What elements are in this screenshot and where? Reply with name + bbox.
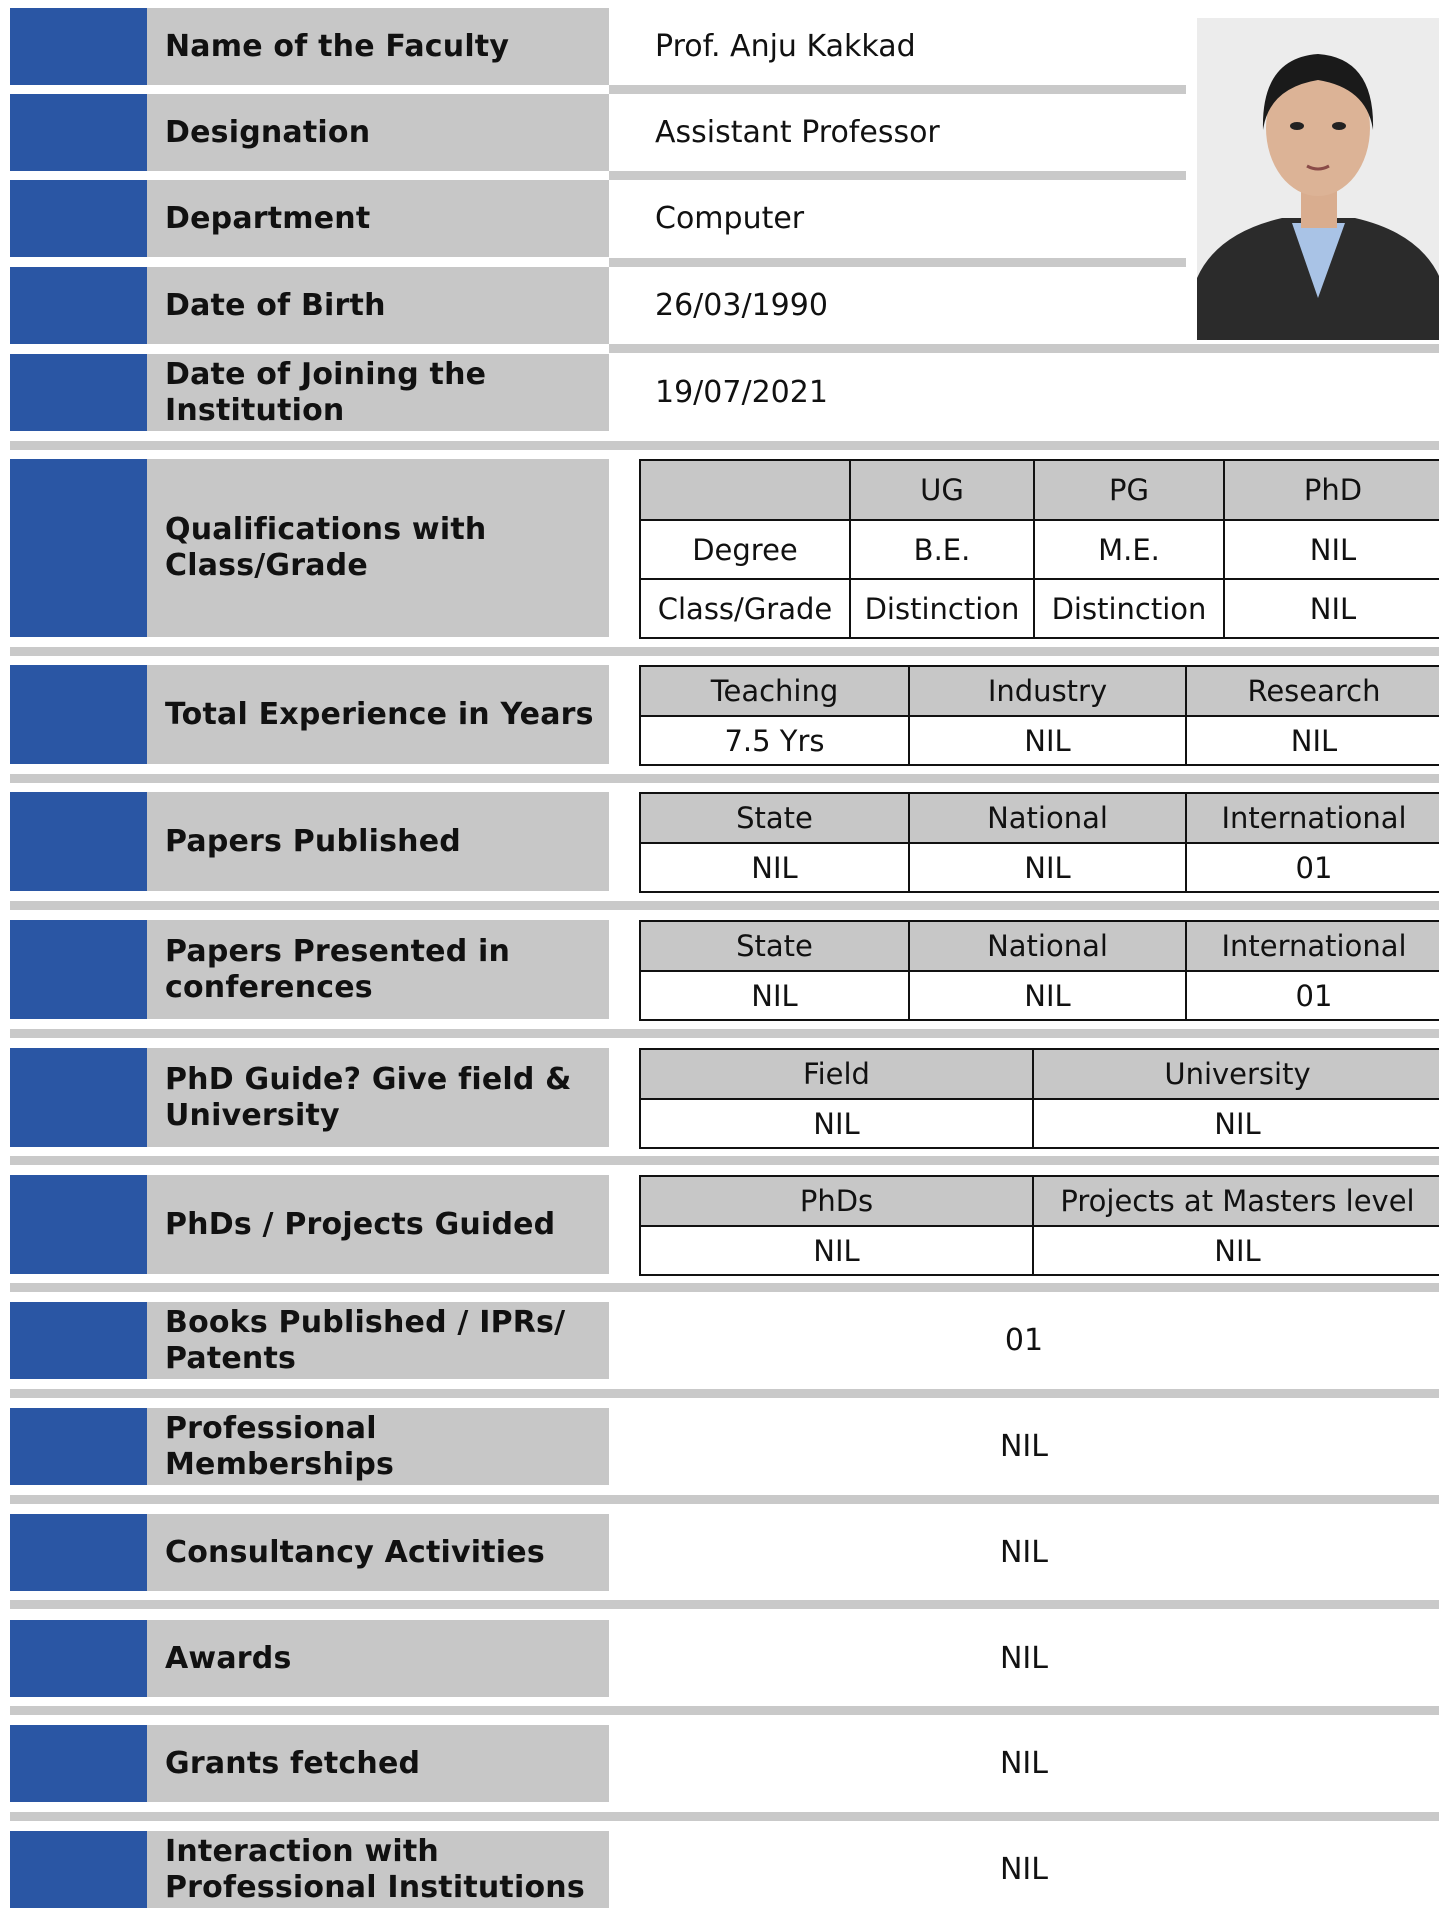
separator [609,171,1186,180]
row-marker [10,920,147,1019]
grants-value: NIL [999,1746,1048,1781]
row-marker [10,354,147,431]
table-header-cell: UG [850,460,1034,520]
row-marker [10,1725,147,1802]
table-header-cell: University [1033,1049,1439,1099]
memberships-label: Professional Memberships [147,1408,609,1485]
table-cell: NIL [640,1226,1033,1275]
awards-label: Awards [147,1620,609,1697]
row-marker [10,459,147,637]
row-marker [10,267,147,344]
row-marker [10,1048,147,1147]
faculty-photo [1197,18,1439,340]
separator [10,647,1439,656]
dob-label: Date of Birth [147,267,609,344]
qualifications-table [639,459,1439,639]
memberships-value: NIL [999,1429,1048,1464]
table-cell: NIL [909,716,1186,765]
table-cell: Distinction [850,579,1034,638]
separator [609,85,1186,94]
consultancy-label: Consultancy Activities [147,1514,609,1591]
separator [10,1156,1439,1165]
table-cell: NIL [909,971,1186,1020]
awards-value: NIL [999,1641,1048,1676]
separator [10,1389,1439,1398]
department-value: Computer [655,201,805,236]
dob-value: 26/03/1990 [655,288,828,323]
separator [10,441,1439,450]
row-marker [10,1620,147,1697]
department-label: Department [147,180,609,257]
papers-published-label: Papers Published [147,792,609,891]
papers-published-table [639,792,1439,893]
doj-label: Date of Joining the Institution [147,354,609,431]
table-header-cell: Research [1186,666,1439,716]
guided-table [639,1175,1439,1276]
designation-label: Designation [147,94,609,171]
interaction-value: NIL [999,1852,1048,1887]
row-marker [10,180,147,257]
table-header-cell: Field [640,1049,1033,1099]
table-header-cell: PG [1034,460,1224,520]
table-cell: B.E. [850,520,1034,579]
name-value: Prof. Anju Kakkad [655,29,916,64]
table-cell: NIL [1033,1099,1439,1148]
row-marker [10,8,147,85]
separator [10,901,1439,910]
table-cell: Distinction [1034,579,1224,638]
table-header-cell [640,460,850,520]
separator [10,1495,1439,1504]
table-cell: NIL [640,1099,1033,1148]
row-marker [10,1831,147,1908]
table-header-cell: International [1186,921,1439,971]
row-marker [10,792,147,891]
separator [10,1283,1439,1292]
table-cell: NIL [909,843,1186,892]
row-marker [10,1408,147,1485]
separator [10,1600,1439,1609]
guided-label: PhDs / Projects Guided [147,1175,609,1274]
separator [609,258,1186,267]
separator [10,1029,1439,1038]
grants-label: Grants fetched [147,1725,609,1802]
table-cell: 7.5 Yrs [640,716,909,765]
table-header-cell: State [640,793,909,843]
table-header-cell: State [640,921,909,971]
table-header-cell: International [1186,793,1439,843]
papers-presented-table [639,920,1439,1021]
table-cell: NIL [640,971,909,1020]
table-cell: Degree [640,520,850,579]
experience-table [639,665,1439,766]
books-value: 01 [1004,1323,1044,1358]
consultancy-value: NIL [999,1535,1048,1570]
designation-value: Assistant Professor [655,115,940,150]
row-marker [10,1514,147,1591]
table-cell: NIL [1224,520,1439,579]
table-header-cell: PhDs [640,1176,1033,1226]
papers-presented-label: Papers Presented in conferences [147,920,609,1019]
table-cell: NIL [1224,579,1439,638]
doj-value: 19/07/2021 [655,375,828,410]
separator [10,774,1439,783]
separator [609,344,1439,353]
row-marker [10,665,147,764]
separator [10,1706,1439,1715]
interaction-label: Interaction with Professional Institutions [147,1831,609,1908]
separator [10,1812,1439,1821]
table-cell: NIL [1186,716,1439,765]
row-marker [10,1302,147,1379]
table-header-cell: Projects at Masters level [1033,1176,1439,1226]
books-label: Books Published / IPRs/ Patents [147,1302,609,1379]
table-header-cell: National [909,921,1186,971]
row-marker [10,1175,147,1274]
table-header-cell: Industry [909,666,1186,716]
table-header-cell: National [909,793,1186,843]
table-cell: NIL [640,843,909,892]
table-cell: 01 [1186,971,1439,1020]
portrait-icon [1197,18,1439,340]
phd-guide-table [639,1048,1439,1149]
name-label: Name of the Faculty [147,8,609,85]
table-cell: NIL [1033,1226,1439,1275]
table-cell: Class/Grade [640,579,850,638]
row-marker [10,94,147,171]
table-cell: 01 [1186,843,1439,892]
table-cell: M.E. [1034,520,1224,579]
table-header-cell: Teaching [640,666,909,716]
experience-label: Total Experience in Years [147,665,609,764]
table-header-cell: PhD [1224,460,1439,520]
qualifications-label: Qualifications with Class/Grade [147,459,609,637]
phd-guide-label: PhD Guide? Give field & University [147,1048,609,1147]
